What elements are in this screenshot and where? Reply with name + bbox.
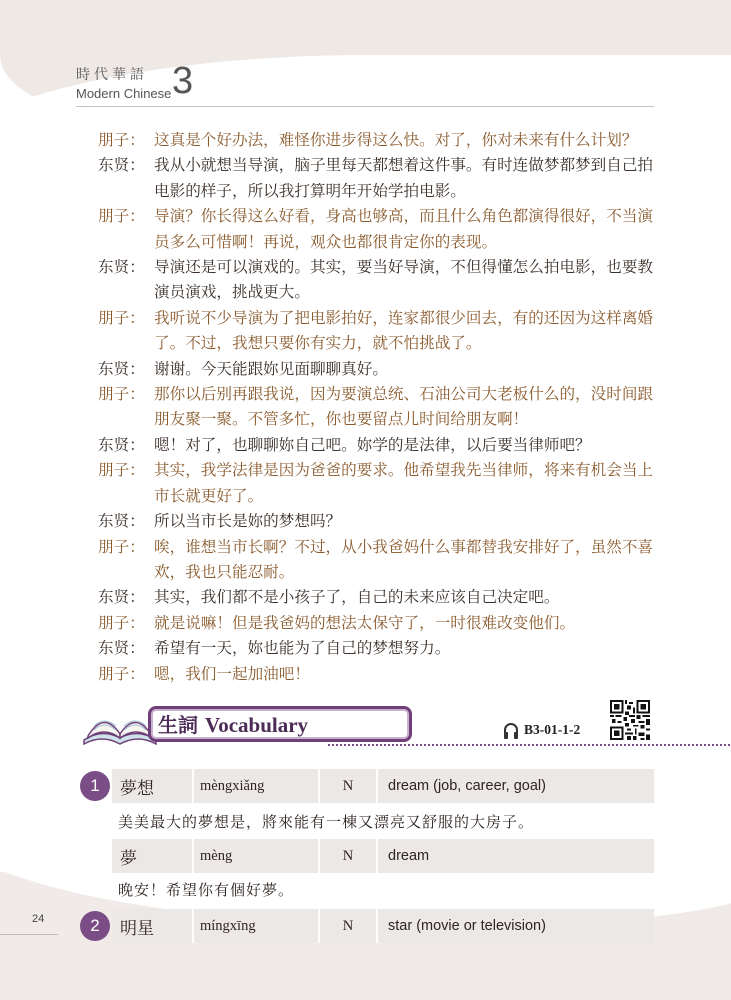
- dialogue-line: [98, 306, 668, 357]
- dialogue: [98, 128, 668, 687]
- dialogue-line: [98, 458, 668, 509]
- dialogue-text: 导演？你长得这么好看，身高也够高，而且什么角色都演得很好，不当演员多么可惜啊！再说，观众也都很肯定你的表现。: [154, 207, 654, 251]
- vocab-word: 夢: [112, 839, 194, 873]
- dialogue-line: [98, 382, 668, 433]
- vocab-word: 明星: [112, 909, 194, 943]
- dialogue-text: 其实，我们都不是小孩子了，自己的未来应该自己决定吧。: [154, 588, 560, 607]
- dialogue-text: 嗯！对了，也聊聊妳自己吧。妳学的是法律，以后要当律师吧？: [154, 435, 591, 454]
- speaker-label: 东贤：: [98, 588, 145, 607]
- dialogue-line: [98, 585, 668, 610]
- dialogue-text: 我听说不少导演为了把电影拍好，连家都很少回去，有的还因为这样离婚了。不过，我想只要你有实力，就不怕挑战了。: [154, 308, 654, 353]
- vocab-number: 2: [80, 911, 110, 941]
- speaker-label: 东贤：: [98, 435, 145, 454]
- dialogue-text: 那你以后别再跟我说，因为要演总统、石油公司大老板什么的，没时间跟朋友聚一聚。不管多忙，你也要留点儿时间给朋友啊！: [154, 385, 654, 429]
- headphone-icon: [504, 723, 518, 735]
- vocab-pinyin: míngxīng: [194, 909, 320, 943]
- speaker-label: 朋子：: [98, 664, 145, 683]
- dialogue-text: 希望有一天，妳也能为了自己的梦想努力。: [154, 639, 451, 658]
- page-number-rule: [0, 934, 58, 935]
- vocab-pinyin: mèngxiǎng: [194, 769, 320, 803]
- speaker-label: 朋子：: [98, 613, 145, 632]
- dialogue-text: 嗯，我们一起加油吧！: [154, 664, 310, 683]
- vocab-pinyin: mèng: [194, 839, 320, 873]
- vocab-example: 美美最大的夢想是，將來能有一棟又漂亮又舒服的大房子。: [118, 813, 535, 831]
- vocab-banner: [80, 700, 660, 760]
- speaker-label: 朋子：: [98, 537, 145, 556]
- speaker-label: 东贤：: [98, 512, 145, 531]
- speaker-label: 朋子：: [98, 131, 145, 149]
- vocab-row: [112, 769, 654, 803]
- dialogue-line: [98, 509, 668, 534]
- vocab-title-cn: 生詞: [158, 713, 198, 737]
- speaker-label: 朋子：: [98, 461, 145, 480]
- dotted-divider: [328, 744, 731, 746]
- dialogue-line: [98, 153, 668, 204]
- header-title-cn: 時代華語: [76, 67, 148, 83]
- vocab-example: 晚安！希望你有個好夢。: [118, 881, 295, 899]
- vocab-title: [158, 709, 308, 739]
- audio-track[interactable]: [504, 722, 580, 738]
- dialogue-text: 导演还是可以演戏的。其实，要当好导演，不但得懂怎么拍电影，也要教演员演戏，挑战更大。: [154, 258, 654, 302]
- dialogue-line: [98, 535, 668, 586]
- vocab-meaning: star (movie or television): [388, 918, 546, 934]
- vocab-pos: N: [320, 769, 378, 803]
- dialogue-line: [98, 662, 668, 687]
- speaker-label: 东贤：: [98, 258, 145, 277]
- dialogue-line: [98, 357, 668, 382]
- vocab-pos: N: [320, 839, 378, 873]
- vocab-row: [112, 839, 654, 873]
- vocab-row: [112, 909, 654, 943]
- header-rule: [76, 106, 654, 107]
- dialogue-text: 我从小就想当导演，脑子里每天都想着这件事。有时连做梦都梦到自己拍电影的样子，所以我打算明年开始学拍电影。: [154, 156, 654, 200]
- dialogue-text: 所以当市长是妳的梦想吗？: [154, 512, 342, 531]
- speaker-label: 朋子：: [98, 385, 145, 404]
- speaker-label: 东贤：: [98, 359, 145, 378]
- dialogue-line: [98, 636, 668, 661]
- vocab-pos: N: [320, 909, 378, 943]
- dialogue-text: 这真是个好办法，难怪你进步得这么快。对了，你对未来有什么计划？: [154, 131, 638, 149]
- vocab-meaning: dream: [388, 848, 430, 864]
- speaker-label: 东贤：: [98, 639, 145, 658]
- dialogue-text: 唉，谁想当市长啊？不过，从小我爸妈什么事都替我安排好了，虽然不喜欢，我也只能忍耐。: [154, 537, 654, 581]
- dialogue-line: [98, 128, 668, 153]
- dialogue-line: [98, 433, 668, 458]
- header-title-en: Modern Chinese: [76, 86, 172, 101]
- page-number: 24: [32, 913, 45, 925]
- dialogue-text: 其实，我学法律是因为爸爸的要求。他希望我先当律师，将来有机会当上市长就更好了。: [154, 461, 654, 505]
- speaker-label: 东贤：: [98, 156, 145, 175]
- dialogue-text: 就是说嘛！但是我爸妈的想法太保守了，一时很难改变他们。: [154, 613, 576, 632]
- vocab-word: 夢想: [112, 769, 194, 803]
- vocab-meaning: dream (job, career, goal): [388, 778, 546, 794]
- speaker-label: 朋子：: [98, 308, 145, 327]
- header-volume: 3: [172, 60, 194, 102]
- dialogue-text: 谢谢。今天能跟妳见面聊聊真好。: [154, 359, 388, 378]
- speaker-label: 朋子：: [98, 207, 145, 226]
- vocab-number: 1: [80, 771, 110, 801]
- running-header: [76, 60, 194, 102]
- dialogue-line: [98, 204, 668, 255]
- vocab-title-en: Vocabulary: [204, 713, 309, 737]
- dialogue-line: [98, 611, 668, 636]
- qr-code-icon[interactable]: [610, 700, 650, 740]
- audio-code: B3-01-1-2: [524, 722, 581, 737]
- dialogue-line: [98, 255, 668, 306]
